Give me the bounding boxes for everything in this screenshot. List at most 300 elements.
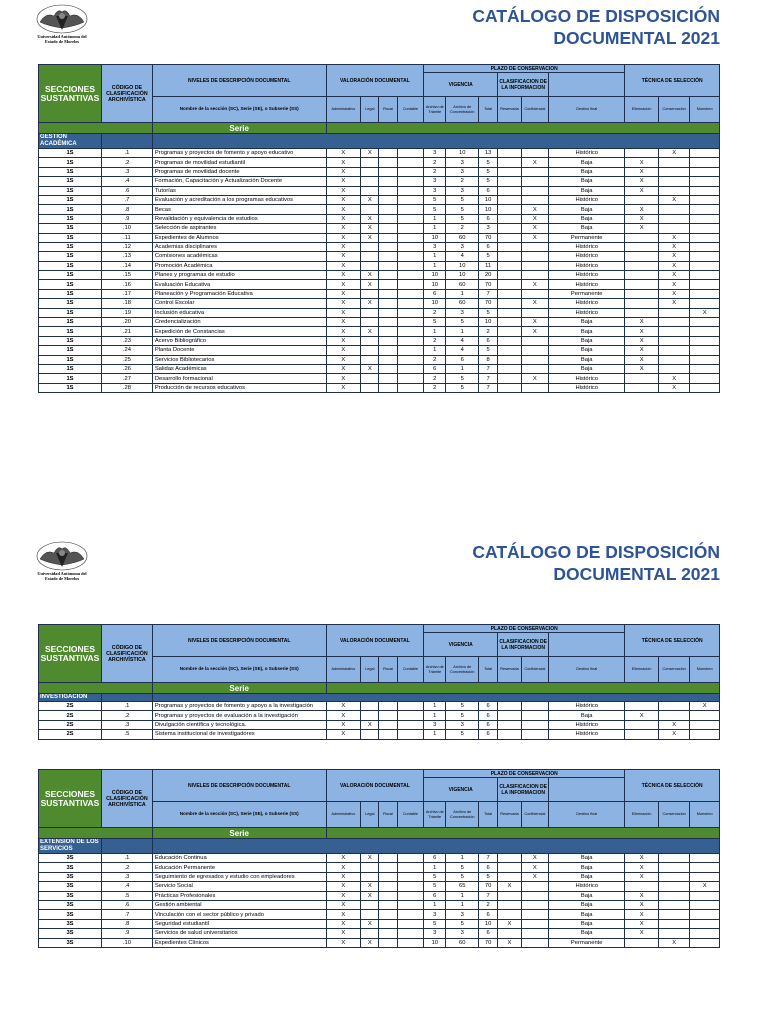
- contable-mark: [397, 299, 423, 308]
- series-code: .7: [102, 195, 153, 204]
- eliminacion-mark: [625, 374, 659, 383]
- total-years: 6: [478, 863, 497, 872]
- conservacion-mark: X: [658, 730, 690, 739]
- section-band: [152, 134, 719, 149]
- legal-mark: X: [361, 271, 379, 280]
- series-name: Control Escolar: [152, 299, 326, 308]
- title-line-2: DOCUMENTAL 2021: [553, 564, 720, 584]
- fiscal-mark: [379, 233, 397, 242]
- table-row: [39, 720, 720, 729]
- series-code: .17: [102, 289, 153, 298]
- destino-final: Baja: [549, 318, 625, 327]
- legal-mark: [361, 205, 379, 214]
- administrativo-mark: X: [326, 854, 361, 863]
- conservacion-mark: [658, 346, 690, 355]
- conservacion-mark: [658, 177, 690, 186]
- contable-mark: [397, 252, 423, 261]
- archivo-tramite: 2: [424, 336, 446, 345]
- archivo-concentracion: 3: [446, 158, 479, 167]
- administrativo-mark: X: [326, 938, 361, 947]
- series-id: 2S: [39, 720, 102, 729]
- series-code: .27: [102, 374, 153, 383]
- series-code: .21: [102, 327, 153, 336]
- legal-mark: [361, 308, 379, 317]
- total-years: 7: [478, 374, 497, 383]
- eliminacion-mark: X: [625, 355, 659, 364]
- archivo-concentracion: 1: [446, 327, 479, 336]
- archivo-tramite: 3: [424, 720, 446, 729]
- eliminacion-mark: X: [625, 891, 659, 900]
- eliminacion-mark: [625, 308, 659, 317]
- administrativo-mark: X: [326, 346, 361, 355]
- total-years: 7: [478, 891, 497, 900]
- confidencial-mark: [521, 242, 548, 251]
- series-code: .10: [102, 938, 153, 947]
- destino-final: Baja: [549, 336, 625, 345]
- legal-mark: [361, 711, 379, 720]
- eliminacion-mark: [625, 730, 659, 739]
- series-id: 1S: [39, 186, 102, 195]
- conservacion-mark: [658, 919, 690, 928]
- legal-mark: [361, 929, 379, 938]
- archivo-tramite-header: Archivo de Trámite: [424, 802, 446, 828]
- destino-final: Baja: [549, 158, 625, 167]
- eliminacion-mark: X: [625, 167, 659, 176]
- destino-final: Histórico: [549, 720, 625, 729]
- administrativo-mark: X: [326, 919, 361, 928]
- series-id: 3S: [39, 891, 102, 900]
- archivo-concentracion: 1: [446, 289, 479, 298]
- series-name: Academias disciplinares: [152, 242, 326, 251]
- conservacion-mark: [658, 158, 690, 167]
- eliminacion-mark: X: [625, 910, 659, 919]
- series-id: 1S: [39, 271, 102, 280]
- table-row: [39, 167, 720, 176]
- archivo-concentracion: 3: [446, 242, 479, 251]
- table-row: [39, 327, 720, 336]
- legal-mark: X: [361, 214, 379, 223]
- series-id: 1S: [39, 224, 102, 233]
- series-name: Comisiones académicas: [152, 252, 326, 261]
- series-code: .11: [102, 233, 153, 242]
- fiscal-mark: [379, 242, 397, 251]
- archivo-concentracion: 60: [446, 938, 479, 947]
- university-logo: [34, 4, 90, 44]
- legal-mark: [361, 261, 379, 270]
- reservada-mark: [498, 308, 521, 317]
- archivo-tramite: 1: [424, 702, 446, 711]
- tecnica-header: TÉCNICA DE SELECCIÓN: [625, 770, 720, 802]
- administrativo-mark: X: [326, 711, 361, 720]
- archivo-concentracion: 60: [446, 299, 479, 308]
- archivo-concentracion: 60: [446, 233, 479, 242]
- series-code: .2: [102, 863, 153, 872]
- destino-final: Baja: [549, 364, 625, 373]
- muestreo-mark: [690, 910, 720, 919]
- archivo-concentracion: 5: [446, 195, 479, 204]
- total-years: 7: [478, 364, 497, 373]
- legal-mark: X: [361, 919, 379, 928]
- total-years: 10: [478, 318, 497, 327]
- table-row: [39, 242, 720, 251]
- eliminacion-mark: X: [625, 224, 659, 233]
- fiscal-mark: [379, 149, 397, 158]
- series-code: .26: [102, 364, 153, 373]
- confidencial-mark: [521, 702, 548, 711]
- plazo-header: PLAZO DE CONSERVACION: [424, 625, 625, 633]
- contable-mark: [397, 186, 423, 195]
- archivo-concentracion-header: Archivo de Concentración: [446, 657, 479, 683]
- series-code: .7: [102, 910, 153, 919]
- series-id: 1S: [39, 299, 102, 308]
- administrativo-mark: X: [326, 224, 361, 233]
- series-code: .12: [102, 242, 153, 251]
- table-row: [39, 186, 720, 195]
- contable-header: Contable: [397, 657, 423, 683]
- series-code: .5: [102, 730, 153, 739]
- muestreo-mark: [690, 158, 720, 167]
- reservada-mark: [498, 195, 521, 204]
- reservada-mark: [498, 711, 521, 720]
- destino-final: Permanente: [549, 938, 625, 947]
- total-years: 5: [478, 872, 497, 881]
- contable-mark: [397, 355, 423, 364]
- series-name: Evaluación Educativa: [152, 280, 326, 289]
- confidencial-mark: X: [521, 280, 548, 289]
- fiscal-mark: [379, 336, 397, 345]
- archivo-tramite: 1: [424, 261, 446, 270]
- series-id: 3S: [39, 910, 102, 919]
- table-row: [39, 224, 720, 233]
- table-row: [39, 233, 720, 242]
- series-name: Revalidación y equivalencia de estudios: [152, 214, 326, 223]
- contable-mark: [397, 242, 423, 251]
- series-code: .1: [102, 854, 153, 863]
- archivo-concentracion: 10: [446, 271, 479, 280]
- archivo-tramite: 3: [424, 149, 446, 158]
- reservada-header: Reservada: [498, 802, 521, 828]
- reservada-mark: [498, 863, 521, 872]
- archivo-tramite: 1: [424, 346, 446, 355]
- archivo-concentracion: 4: [446, 252, 479, 261]
- contable-mark: [397, 158, 423, 167]
- table-row: [39, 195, 720, 204]
- series-id: 1S: [39, 233, 102, 242]
- muestreo-mark: [690, 720, 720, 729]
- total-years: 7: [478, 383, 497, 392]
- contable-mark: [397, 730, 423, 739]
- archivo-concentracion: 5: [446, 863, 479, 872]
- conservacion-mark: X: [658, 271, 690, 280]
- fiscal-mark: [379, 214, 397, 223]
- table-row: [39, 158, 720, 167]
- destino-final: Baja: [549, 872, 625, 881]
- reservada-mark: [498, 158, 521, 167]
- archivo-tramite: 10: [424, 233, 446, 242]
- vigencia-header: VIGENCIA: [424, 778, 498, 802]
- total-header: Total: [478, 657, 497, 683]
- series-name: Acervo Bibliográfico: [152, 336, 326, 345]
- muestreo-mark: [690, 318, 720, 327]
- reservada-mark: [498, 318, 521, 327]
- contable-mark: [397, 224, 423, 233]
- contable-mark: [397, 271, 423, 280]
- archivo-concentracion-header: Archivo de Concentración: [446, 97, 479, 123]
- legal-mark: [361, 252, 379, 261]
- fiscal-header: Fiscal: [379, 802, 397, 828]
- administrativo-mark: X: [326, 289, 361, 298]
- legal-mark: X: [361, 854, 379, 863]
- conservacion-mark: [658, 214, 690, 223]
- contable-mark: [397, 711, 423, 720]
- title-line-2: DOCUMENTAL 2021: [553, 28, 720, 48]
- contable-mark: [397, 900, 423, 909]
- archivo-tramite: 5: [424, 882, 446, 891]
- total-years: 5: [478, 167, 497, 176]
- confidencial-mark: X: [521, 233, 548, 242]
- section-band: [102, 134, 153, 149]
- legal-mark: X: [361, 327, 379, 336]
- table-row: [39, 299, 720, 308]
- archivo-tramite: 2: [424, 308, 446, 317]
- fiscal-mark: [379, 882, 397, 891]
- destino-spacer: [549, 73, 625, 97]
- series-code: .5: [102, 891, 153, 900]
- confidencial-header: Confidencial: [521, 657, 548, 683]
- series-id: 2S: [39, 711, 102, 720]
- confidencial-mark: [521, 882, 548, 891]
- muestreo-mark: [690, 346, 720, 355]
- reservada-mark: [498, 224, 521, 233]
- series-name: Planeación y Programación Educativa: [152, 289, 326, 298]
- contable-mark: [397, 702, 423, 711]
- destino-final: Histórico: [549, 252, 625, 261]
- eliminacion-mark: X: [625, 364, 659, 373]
- conservacion-mark: [658, 702, 690, 711]
- administrativo-mark: X: [326, 910, 361, 919]
- administrativo-mark: X: [326, 929, 361, 938]
- destino-final: Histórico: [549, 383, 625, 392]
- archivo-tramite: 6: [424, 891, 446, 900]
- archivo-tramite-header: Archivo de Trámite: [424, 97, 446, 123]
- legal-mark: [361, 242, 379, 251]
- series-code: .10: [102, 224, 153, 233]
- section-name: GESTION ACADÉMICA: [39, 134, 102, 149]
- title-line-1: CATÁLOGO DE DISPOSICIÓN: [472, 6, 720, 26]
- administrativo-header: Administrativo: [326, 97, 361, 123]
- muestreo-mark: [690, 186, 720, 195]
- nombre-header: Nombre de la sección (SC), Serie (SE), o Subserie (SS): [152, 802, 326, 828]
- muestreo-mark: [690, 891, 720, 900]
- muestreo-mark: [690, 730, 720, 739]
- eliminacion-mark: X: [625, 711, 659, 720]
- confidencial-mark: X: [521, 158, 548, 167]
- series-name: Prácticas Profesionales: [152, 891, 326, 900]
- table-row: [39, 289, 720, 298]
- conservacion-header: Conservación: [658, 802, 690, 828]
- series-code: .6: [102, 900, 153, 909]
- total-years: 2: [478, 327, 497, 336]
- total-years: 20: [478, 271, 497, 280]
- series-name: Educación Continua: [152, 854, 326, 863]
- archivo-tramite: 1: [424, 214, 446, 223]
- contable-mark: [397, 346, 423, 355]
- series-name: Expedientes Clínicos: [152, 938, 326, 947]
- series-name: Programas y proyectos de fomento y apoyo a la investigación: [152, 702, 326, 711]
- total-header: Total: [478, 97, 497, 123]
- series-name: Programas de movilidad docente: [152, 167, 326, 176]
- confidencial-mark: [521, 891, 548, 900]
- contable-mark: [397, 929, 423, 938]
- archivo-concentracion: 5: [446, 205, 479, 214]
- table-row: [39, 336, 720, 345]
- archivo-tramite-header: Archivo de Trámite: [424, 657, 446, 683]
- reservada-mark: [498, 205, 521, 214]
- contable-header: Contable: [397, 802, 423, 828]
- muestreo-mark: X: [690, 882, 720, 891]
- archivo-concentracion: 10: [446, 149, 479, 158]
- fiscal-mark: [379, 205, 397, 214]
- fiscal-mark: [379, 289, 397, 298]
- administrativo-mark: X: [326, 720, 361, 729]
- archivo-tramite: 5: [424, 872, 446, 881]
- contable-mark: [397, 289, 423, 298]
- table-row: [39, 383, 720, 392]
- table-row: [39, 364, 720, 373]
- total-years: 5: [478, 252, 497, 261]
- series-name: Divulgación científica y tecnológica.: [152, 720, 326, 729]
- reservada-header: Reservada: [498, 97, 521, 123]
- conservacion-mark: [658, 929, 690, 938]
- series-name: Seguimiento de egresados y estudio con empleadores: [152, 872, 326, 881]
- reservada-mark: [498, 280, 521, 289]
- series-id: 3S: [39, 900, 102, 909]
- series-name: Servicios Bibliotecarios: [152, 355, 326, 364]
- destino-final: Baja: [549, 854, 625, 863]
- confidencial-mark: X: [521, 205, 548, 214]
- series-id: 3S: [39, 938, 102, 947]
- archivo-tramite: 3: [424, 929, 446, 938]
- conservacion-mark: X: [658, 720, 690, 729]
- legal-mark: X: [361, 149, 379, 158]
- confidencial-mark: [521, 938, 548, 947]
- fiscal-mark: [379, 195, 397, 204]
- series-name: Planes y programas de estudio: [152, 271, 326, 280]
- conservacion-mark: X: [658, 374, 690, 383]
- muestreo-mark: [690, 355, 720, 364]
- eliminacion-mark: X: [625, 177, 659, 186]
- reservada-header: Reservada: [498, 657, 521, 683]
- archivo-concentracion-header: Archivo de Concentración: [446, 802, 479, 828]
- muestreo-mark: [690, 919, 720, 928]
- muestreo-mark: [690, 336, 720, 345]
- fiscal-mark: [379, 730, 397, 739]
- university-logo: [34, 541, 90, 581]
- fiscal-mark: [379, 891, 397, 900]
- destino-final: Histórico: [549, 242, 625, 251]
- archivo-tramite: 10: [424, 299, 446, 308]
- contable-mark: [397, 167, 423, 176]
- conservacion-mark: X: [658, 149, 690, 158]
- destino-final: Histórico: [549, 149, 625, 158]
- confidencial-mark: X: [521, 863, 548, 872]
- muestreo-mark: [690, 863, 720, 872]
- legal-mark: X: [361, 233, 379, 242]
- archivo-tramite: 1: [424, 711, 446, 720]
- destino-final: Baja: [549, 711, 625, 720]
- section-band: [102, 839, 153, 854]
- administrativo-mark: X: [326, 233, 361, 242]
- confidencial-mark: X: [521, 854, 548, 863]
- confidencial-mark: [521, 167, 548, 176]
- archivo-tramite: 5: [424, 195, 446, 204]
- reservada-mark: [498, 891, 521, 900]
- plazo-header: PLAZO DE CONSERVACION: [424, 65, 625, 73]
- conservacion-mark: X: [658, 233, 690, 242]
- total-years: 6: [478, 702, 497, 711]
- table-row: [39, 900, 720, 909]
- destino-header: Destino final: [549, 97, 625, 123]
- series-name: Evaluación y acreditación a los programas educativos: [152, 195, 326, 204]
- muestreo-mark: [690, 149, 720, 158]
- muestreo-mark: [690, 233, 720, 242]
- archivo-tramite: 1: [424, 900, 446, 909]
- muestreo-mark: [690, 872, 720, 881]
- serie-label: Serie: [152, 123, 326, 134]
- conservacion-mark: [658, 863, 690, 872]
- destino-final: Histórico: [549, 271, 625, 280]
- destino-spacer: [549, 778, 625, 802]
- fiscal-header: Fiscal: [379, 97, 397, 123]
- confidencial-mark: [521, 252, 548, 261]
- series-code: .4: [102, 177, 153, 186]
- muestreo-mark: [690, 280, 720, 289]
- series-code: .25: [102, 355, 153, 364]
- archivo-tramite: 3: [424, 186, 446, 195]
- archivo-concentracion: 4: [446, 336, 479, 345]
- confidencial-mark: [521, 271, 548, 280]
- confidencial-header: Confidencial: [521, 802, 548, 828]
- fiscal-mark: [379, 261, 397, 270]
- confidencial-mark: [521, 910, 548, 919]
- fiscal-mark: [379, 280, 397, 289]
- muestreo-mark: [690, 214, 720, 223]
- administrativo-mark: X: [326, 252, 361, 261]
- archivo-tramite: 2: [424, 383, 446, 392]
- table-row: [39, 854, 720, 863]
- series-code: .9: [102, 929, 153, 938]
- reservada-mark: [498, 186, 521, 195]
- eliminacion-mark: [625, 882, 659, 891]
- total-years: 6: [478, 720, 497, 729]
- muestreo-mark: [690, 854, 720, 863]
- reservada-mark: X: [498, 919, 521, 928]
- eliminacion-mark: [625, 280, 659, 289]
- niveles-header: NIVELES DE DESCRIPCIÓN DOCUMENTAL: [152, 625, 326, 657]
- conservacion-header: Conservación: [658, 657, 690, 683]
- university-name: Universidad Autónoma del Estado de Morelos: [37, 571, 87, 581]
- fiscal-mark: [379, 374, 397, 383]
- conservacion-mark: [658, 854, 690, 863]
- series-name: Credencialización: [152, 318, 326, 327]
- series-name: Programas y proyectos de evaluación a la investigación: [152, 711, 326, 720]
- catalog-table-1: [38, 64, 720, 393]
- conservacion-mark: X: [658, 242, 690, 251]
- archivo-tramite: 6: [424, 289, 446, 298]
- archivo-concentracion: 10: [446, 261, 479, 270]
- archivo-concentracion: 2: [446, 224, 479, 233]
- destino-header: Destino final: [549, 802, 625, 828]
